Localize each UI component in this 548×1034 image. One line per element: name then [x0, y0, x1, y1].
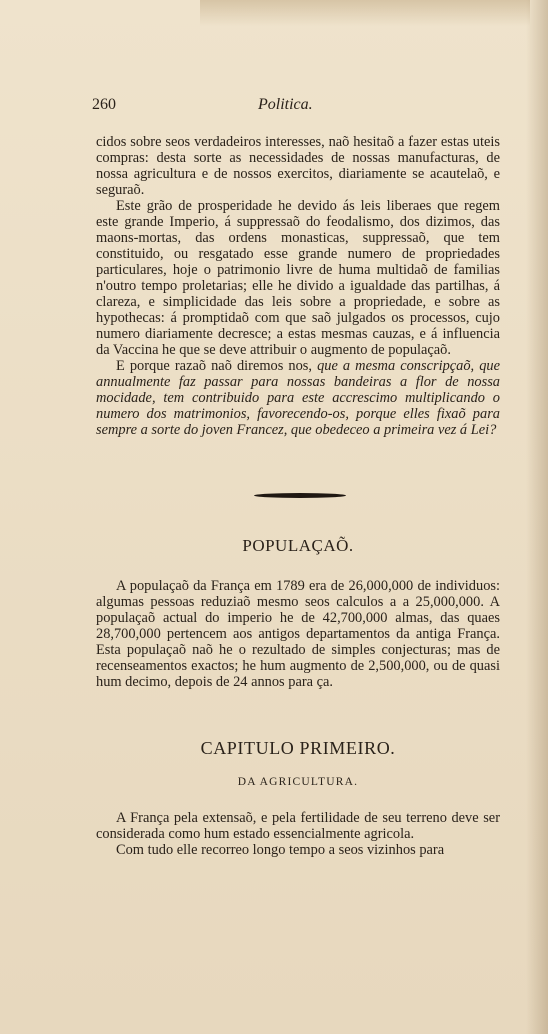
section-divider	[254, 493, 346, 498]
body-text-block-2	[96, 578, 500, 690]
paragraph	[96, 358, 500, 438]
paragraph-lead: E porque razaõ naõ diremos nos,	[116, 358, 318, 374]
paragraph: A populaçaõ da França em 1789 era de 26,000,000 de individuos: algumas pessoas reduziaõ mesmo seos calculos a a 25,000,000. A populaçaõ actual do imperio he de 42,700,000 almas, das quaes 28,700,000 pertencem aos antigos departamentos da antiga França. Esta populaçaõ naõ he o rezultado de simples conjecturas; mas de recenseamentos exactos; he hum augmento de 2,500,000, ou de quasi hum decimo, depois de 24 annos para ça.	[96, 578, 500, 690]
paragraph: Este grão de prosperidade he devido ás leis liberaes que regem este grande Imperio, á suppressaõ do feodalismo, dos dizimos, das maons-mortas, das ordens monasticas, suppressaõ, que tem constituido, ou resgatado esse grande numero de propriedades particulares, hoje o patrimonio livre de huma multidaõ de familias n'outro tempo proletarias; elle he divido a igualdade das partilhas, á clareza, e simplicidade das leis sobre a propriedade, e sobre as hypothecas: á promptidaõ com que saõ julgados os processos, cujo numero diariamente decresce; a estas mesmas cauzas, e á influencia da Vaccina he que se deve attribuir o augmento de populaçaõ.	[96, 198, 500, 358]
body-text-block-1	[96, 134, 500, 438]
paragraph-italic: que a mesma conscripçaõ, que annualmente faz passar para nossas bandeiras a flor de nossa mocidade, tem contribuido para este accrescimo multiplicando o numero dos matrimonios, favorecendo-os, porque elles fixaõ para sempre a sorte do joven Francez, que obedeceo a primeira vez á Lei?	[96, 358, 501, 438]
paper-stain	[200, 0, 530, 26]
chapter-subheading: DA AGRICULTURA.	[237, 776, 359, 788]
running-head: Politica.	[258, 96, 313, 113]
page-number: 260	[92, 96, 116, 113]
page-edge-shadow	[526, 0, 548, 1034]
page-header	[92, 96, 498, 118]
paragraph: A França pela extensaõ, e pela fertilidade de seu terreno deve ser considerada como hum estado essencialmente agricola.	[96, 810, 500, 842]
chapter-heading: CAPITULO PRIMEIRO.	[200, 738, 396, 758]
paragraph: cidos sobre seos verdadeiros interesses, naõ hesitaõ a fazer estas uteis compras: desta sorte as necessidades de nossas manufacturas, de nossa agricultura e de nossos exercitos, diariamente se acautelaõ, e seguraõ.	[96, 134, 500, 198]
body-text-block-3	[96, 810, 500, 858]
paragraph: Com tudo elle recorreo longo tempo a seos vizinhos para	[116, 842, 445, 858]
section-heading: POPULAÇAÕ.	[242, 536, 354, 555]
